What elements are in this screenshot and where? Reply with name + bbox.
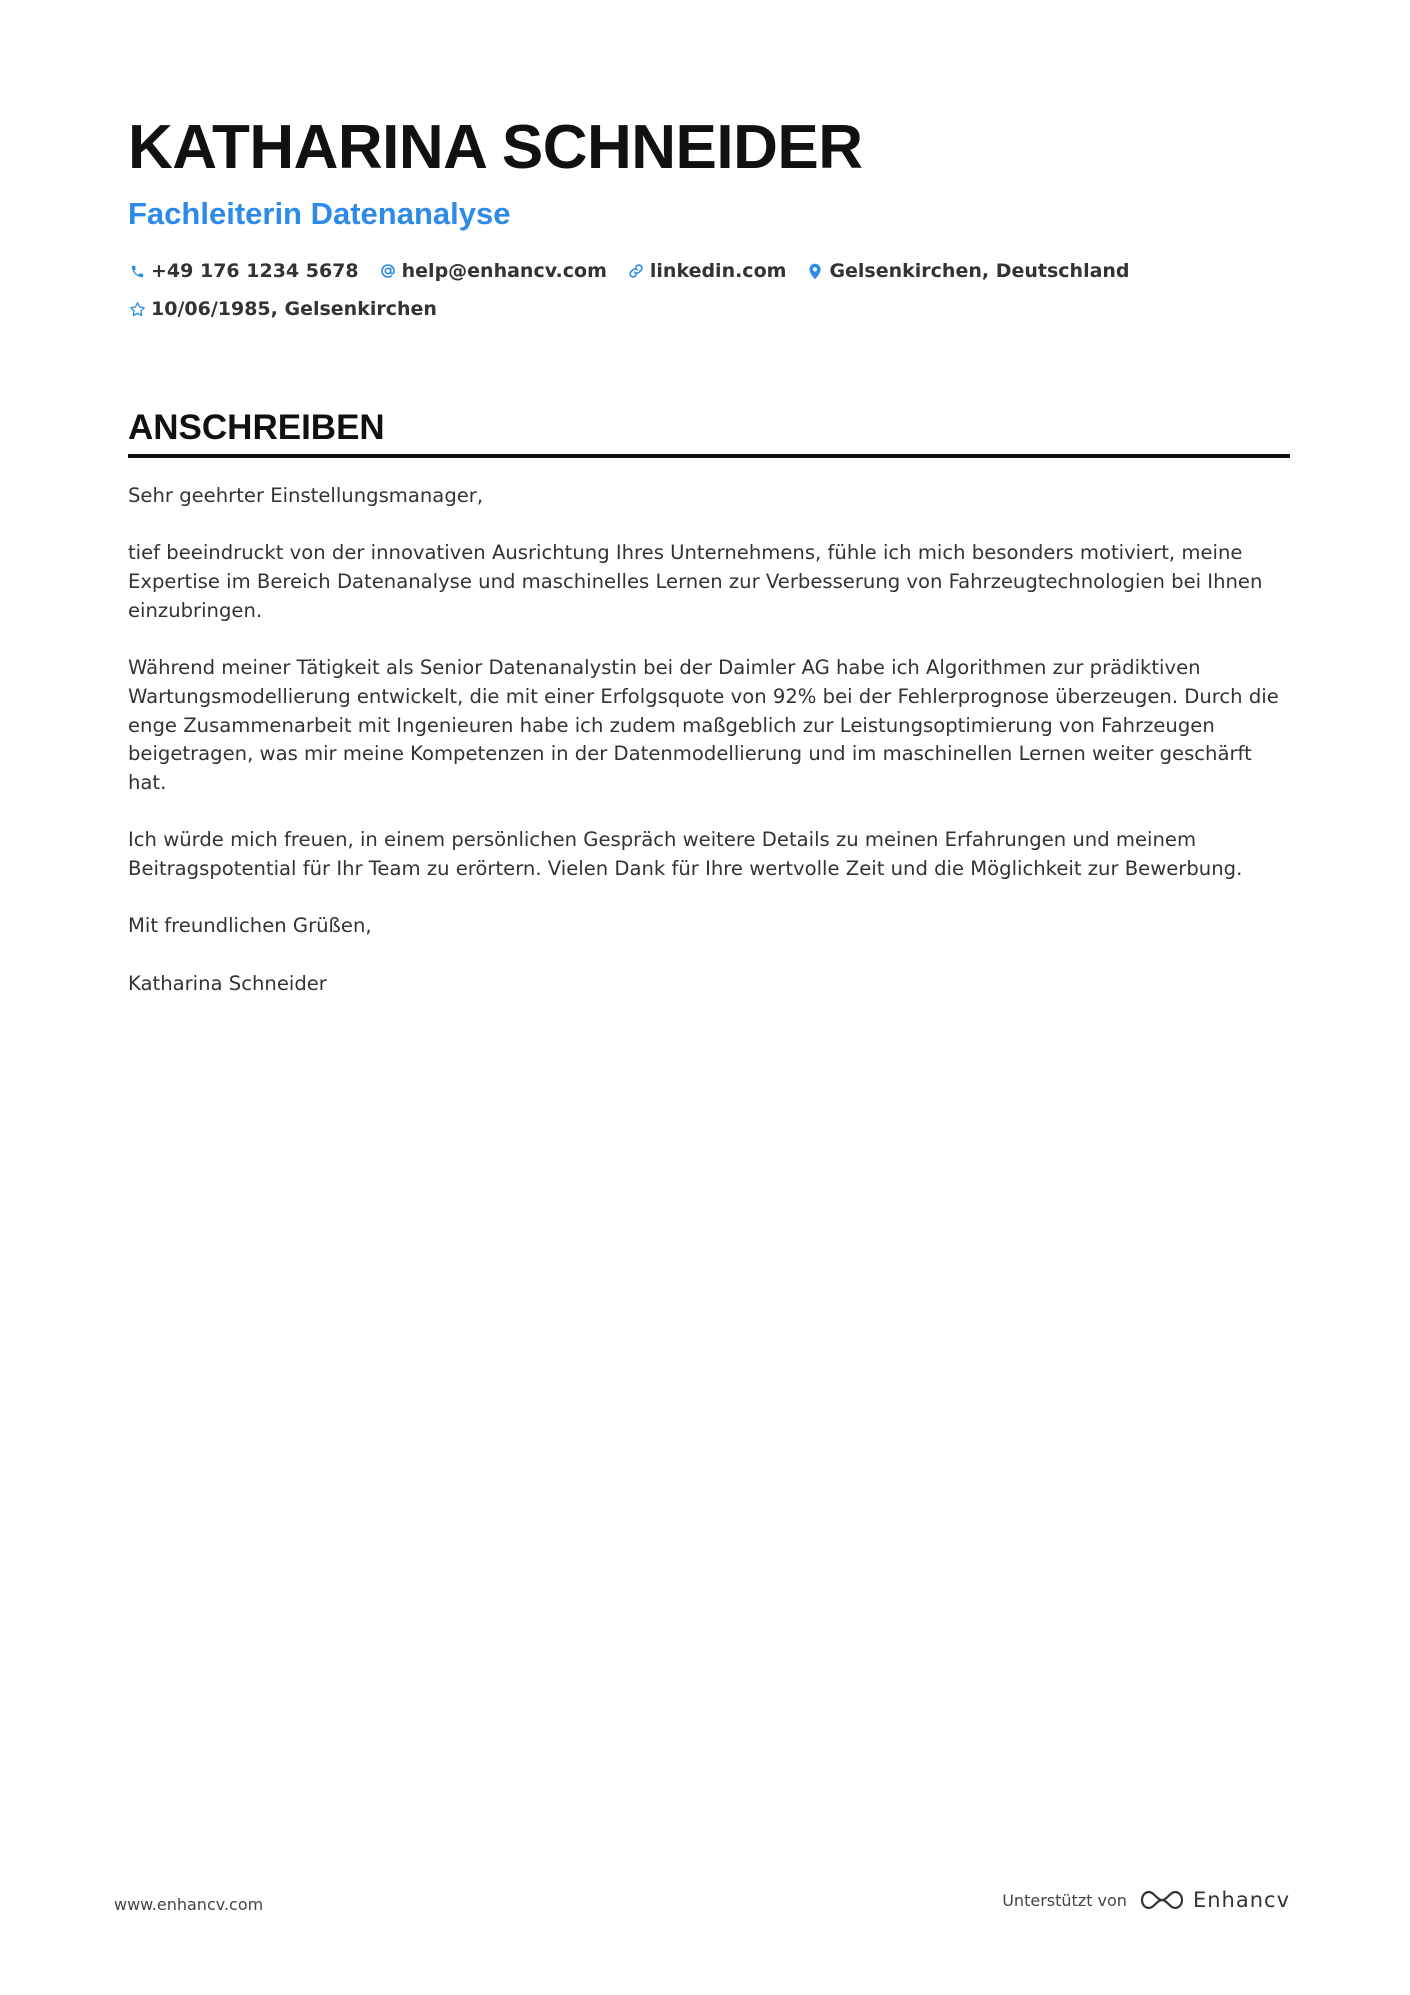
location-pin-icon: [806, 262, 824, 280]
phone-text: +49 176 1234 5678: [151, 260, 359, 282]
letter-paragraph-1: tief beeindruckt von der innovativen Ausrichtung Ihres Unternehmens, fühle ich mich besonders motiviert, meine Expertise im Bereich Datenanalyse und maschinelles Lernen zur Verbesserung von Fahrzeugtechnologien bei Ihnen einzubringen.: [128, 541, 1263, 622]
location-text: Gelsenkirchen, Deutschland: [829, 260, 1130, 282]
letter-body: [128, 482, 1288, 999]
link-icon: [627, 262, 645, 280]
letter-paragraph-2: Während meiner Tätigkeit als Senior Datenanalystin bei der Daimler AG habe ich Algorithmen zur prädiktiven Wartungsmodellierung entwickelt, die mit einer Erfolgsquote von 92% bei der Fehlerprognose überzeugen. Durch die enge Zusammenarbeit mit Ingenieuren habe ich zudem maßgeblich zur Leistungsoptimierung von Fahrzeugen beigetragen, was mir meine Kompetenzen in der Datenmodellierung und im maschinellen Lernen weiter geschärft hat.: [128, 656, 1279, 794]
cover-letter-section: [128, 404, 1290, 1027]
contact-row-2: [128, 290, 1288, 328]
star-icon: [128, 300, 146, 318]
powered-by-text: Unterstützt von: [1002, 1890, 1127, 1910]
birth-text: 10/06/1985, Gelsenkirchen: [151, 298, 437, 320]
brand-logo[interactable]: [1139, 1888, 1290, 1912]
contact-info: [128, 252, 1288, 328]
contact-birth: [128, 298, 437, 320]
at-icon: [379, 262, 397, 280]
letter-paragraph-3: Ich würde mich freuen, in einem persönlichen Gespräch weitere Details zu meinen Erfahrungen und meinem Beitragspotential für Ihr Team zu erörtern. Vielen Dank für Ihre wertvolle Zeit und die Möglichkeit zur Bewerbung.: [128, 828, 1243, 881]
contact-row-1: [128, 252, 1288, 290]
header: [128, 108, 1288, 328]
footer-website[interactable]: www.enhancv.com: [114, 1895, 264, 1914]
salutation: Sehr geehrter Einstellungsmanager,: [128, 484, 484, 507]
footer-branding: [1002, 1888, 1290, 1912]
email-text[interactable]: help@enhancv.com: [401, 260, 607, 282]
brand-name: Enhancv: [1192, 1888, 1290, 1912]
contact-email[interactable]: [379, 260, 607, 282]
job-title: Fachleiterin Datenanalyse: [128, 196, 511, 231]
contact-phone: [128, 260, 359, 282]
closing: Mit freundlichen Grüßen,: [128, 914, 372, 938]
section-title: ANSCHREIBEN: [128, 408, 385, 447]
infinity-logo-icon: [1139, 1888, 1185, 1912]
phone-icon: [128, 262, 146, 280]
linkedin-text[interactable]: linkedin.com: [649, 260, 787, 282]
signature: Katharina Schneider: [128, 971, 327, 995]
section-divider: [128, 454, 1290, 458]
candidate-name: KATHARINA SCHNEIDER: [128, 113, 863, 182]
contact-linkedin[interactable]: [627, 260, 787, 282]
contact-location: [806, 260, 1129, 282]
